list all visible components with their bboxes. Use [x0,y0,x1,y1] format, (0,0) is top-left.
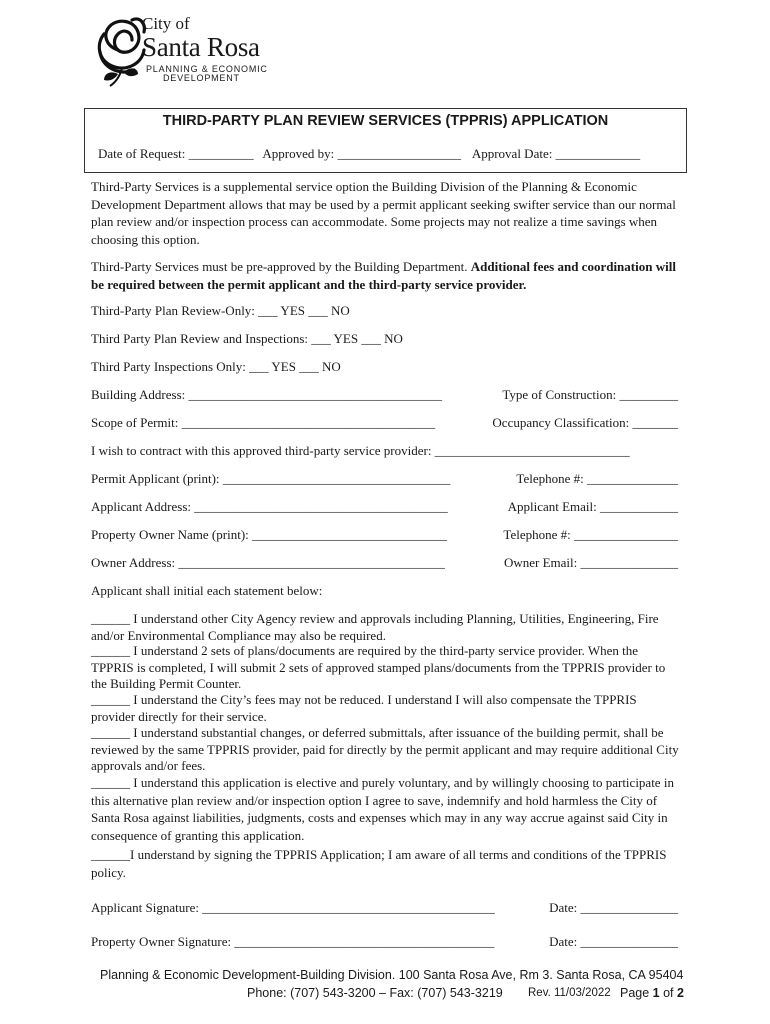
preapproval-text: Third-Party Services must be pre-approved by the Building Department. [91,259,471,274]
logo-city-name: Santa Rosa [142,32,260,62]
request-row [98,146,640,162]
owner-signature-field[interactable]: Property Owner Signature: ________________________________________ [91,934,495,949]
owner-email-field[interactable]: Owner Email: _______________ [503,555,678,570]
applicant-email-field[interactable]: Applicant Email: ____________ [507,499,678,514]
owner-signature-date-field[interactable]: Date: _______________ [549,934,678,949]
page-total: 2 [677,986,684,1000]
statement-indemnify[interactable]: ______ I understand this application is elective and purely voluntary, and by willingly choosing to participate in this alternative plan review and/or inspection option I agree to save, indemnify and hold harmless the City of Santa Rosa against liabilities, judgments, costs and expenses which may in any way accrue against said City in consequence of granting this application. [91,775,674,843]
preapproval-paragraph [91,258,681,293]
statement-plan-sets[interactable]: ______ I understand 2 sets of plans/documents are required by the third-party service provider. When the TPPRIS is completed, I will submit 2 sets of approved stamped plans/documents from the TPPRIS provider to the Building Permit Counter. [91,643,666,691]
statement-fees[interactable]: ______ I understand the City’s fees may not be reduced. I understand I will also compensate the TPPRIS provider directly for their service. [91,692,637,724]
owner-address-field[interactable]: Owner Address: _________________________________________ [91,555,445,570]
footer-page-number [620,986,684,1000]
option-plan-review-only[interactable]: Third-Party Plan Review-Only: ___ YES ___ NO [91,303,350,318]
type-of-construction-field[interactable]: Type of Construction: _________ [502,387,678,402]
scope-of-permit-field[interactable]: Scope of Permit: _______________________________________ [91,415,436,430]
form-title: THIRD-PARTY PLAN REVIEW SERVICES (TPPRIS) APPLICATION [162,113,609,129]
statement-terms[interactable]: ______I understand by signing the TPPRIS Application; I am aware of all terms and conditions of the TPPRIS policy. [91,847,667,880]
footer-phone: Phone: (707) 543-3200 – Fax: (707) 543-3219 [247,986,503,1000]
applicant-telephone-field[interactable]: Telephone #: ______________ [516,471,678,486]
page-prefix: Page [620,986,653,1000]
approval-date-field[interactable]: Approval Date: _____________ [471,146,641,161]
option-inspections-only[interactable]: Third Party Inspections Only: ___ YES ___ NO [91,359,341,374]
logo-city-of: City of [142,14,190,33]
owner-telephone-field[interactable]: Telephone #: ________________ [503,527,678,542]
applicant-signature-field[interactable]: Applicant Signature: _____________________________________________ [91,900,495,915]
applicant-address-field[interactable]: Applicant Address: _______________________________________ [91,499,448,514]
approved-by-field[interactable]: Approved by: ___________________ [262,146,462,161]
preapproval-bold-text: Additional fees and coordination will be required between the permit applicant and the third-party service provider. [91,259,676,292]
service-provider-field[interactable]: I wish to contract with this approved third-party service provider: ______________________________ [91,443,630,458]
applicant-signature-date-field[interactable]: Date: _______________ [549,900,678,915]
option-plan-review-and-inspections[interactable]: Third Party Plan Review and Inspections: ___ YES ___ NO [91,331,403,346]
date-of-request-field[interactable]: Date of Request: __________ [98,146,254,161]
intro-paragraph: Third-Party Services is a supplemental service option the Building Division of the Planning & Economic Development Department allows that may be used by a permit applicant seeking swifter service than our normal plan review and/or inspection process can accommodate. Some projects may not realize a time savings when choosing this option. [91,179,676,247]
logo-department-line1: PLANNING & ECONOMIC [146,64,268,74]
footer-address: Planning & Economic Development-Building Division. 100 Santa Rosa Ave, Rm 3. Santa Rosa, CA 95404 [100,968,684,982]
occupancy-classification-field[interactable]: Occupancy Classification: _______ [492,415,678,430]
logo-department-line2: DEVELOPMENT [163,73,240,83]
initial-heading: Applicant shall initial each statement below: [91,583,323,598]
permit-applicant-field[interactable]: Permit Applicant (print): ___________________________________ [91,471,451,486]
statement-changes[interactable]: ______ I understand substantial changes, or deferred submittals, after issuance of the building permit, shall be reviewed by the same TPPRIS provider, paid for directly by the permit applicant and may require additional City approvals and/or fees. [91,725,679,773]
page-of: of [659,986,677,1000]
page-current: 1 [652,986,660,1000]
building-address-field[interactable]: Building Address: _______________________________________ [91,387,443,402]
statement-agency-review[interactable]: ______ I understand other City Agency review and approvals including Planning, Utilities, Engineering, Fire and/or Environmental Compliance may also be required. [91,611,659,643]
property-owner-name-field[interactable]: Property Owner Name (print): ______________________________ [91,527,448,542]
footer-revision: Rev. 11/03/2022 [528,987,611,999]
